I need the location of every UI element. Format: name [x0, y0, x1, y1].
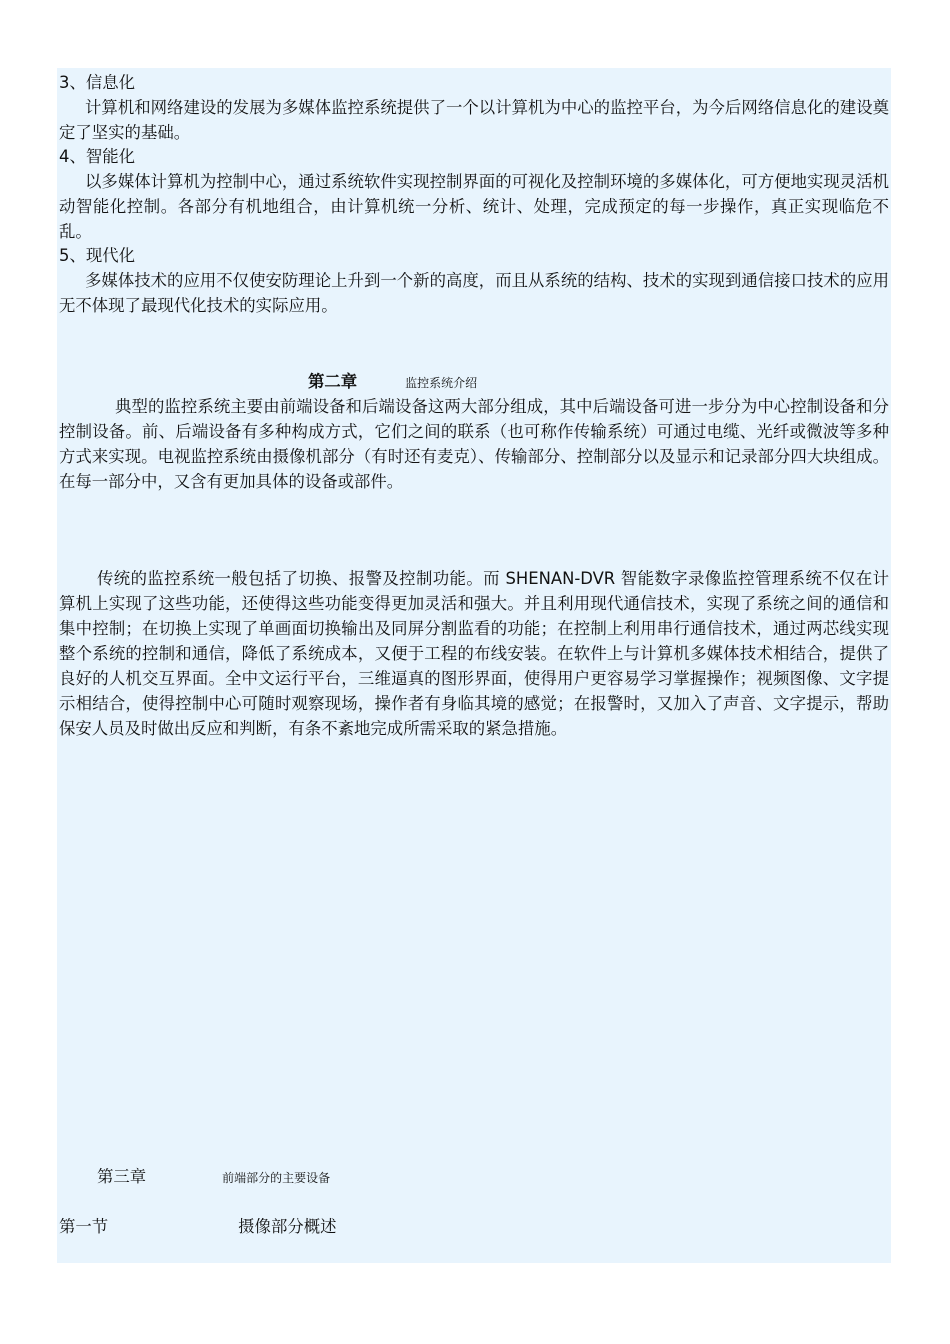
- heading-title: 信息化: [85, 73, 135, 92]
- heading-title: 现代化: [85, 246, 135, 265]
- section-1-heading: [59, 1216, 337, 1238]
- paragraph-informatization: 计算机和网络建设的发展为多媒体监控系统提供了一个以计算机为中心的监控平台，为今后网络信息化的建设奠定了坚实的基础。: [59, 98, 889, 142]
- chapter-2-paragraph-2: [59, 566, 889, 741]
- heading-separator: 、: [69, 73, 86, 92]
- heading-separator: 、: [69, 246, 86, 265]
- chapter-2-title: 第二章: [308, 372, 358, 391]
- heading-title: 智能化: [85, 147, 135, 166]
- product-name: SHENAN-DVR: [505, 569, 616, 588]
- heading-intelligence: [59, 144, 135, 169]
- heading-separator: 、: [69, 147, 86, 166]
- chapter-2-paragraph-1: 典型的监控系统主要由前端设备和后端设备这两大部分组成，其中后端设备可进一步分为中心控制设备和分控制设备。前、后端设备有多种构成方式，它们之间的联系（也可称作传输系统）可通过电缆、光纤或微波等多种方式来实现。电视监控系统由摄像机部分（有时还有麦克）、传输部分、控制部分以及显示和记录部分四大块组成。在每一部分中，又含有更加具体的设备或部件。: [59, 397, 889, 491]
- chapter-2-subtitle: 监控系统介绍: [405, 376, 478, 390]
- heading-number: 4: [59, 147, 70, 166]
- chapter-3-title: 第三章: [97, 1167, 147, 1186]
- paragraph-text-start: 传统的监控系统一般包括了切换、报警及控制功能。而: [97, 569, 506, 588]
- paragraph-text-rest: 智能数字录像监控管理系统不仅在计算机上实现了这些功能，还使得这些功能变得更加灵活和强大。并且利用现代通信技术，实现了系统之间的通信和集中控制；在切换上实现了单画面切换输出及同屏分割监看的功能；在控制上利用串行通信技术，通过两芯线实现整个系统的控制和通信，降低了系统成本，又便于工程的布线安装。在软件上与计算机多媒体技术相结合，提供了良好的人机交互界面。全中文运行平台，三维逼真的图形界面，使得用户更容易学习掌握操作；视频图像、文字提示相结合，使得控制中心可随时观察现场，操作者有身临其境的感觉；在报警时，又加入了声音、文字提示，帮助保安人员及时做出反应和判断，有条不紊地完成所需采取的紧急措施。: [59, 569, 889, 738]
- paragraph-intelligence: 以多媒体计算机为控制中心，通过系统软件实现控制界面的可视化及控制环境的多媒体化，可方便地实现灵活机动智能化控制。各部分有机地组合，由计算机统一分析、统计、处理，完成预定的每一步操作，真正实现临危不乱。: [59, 172, 889, 241]
- section-1-subtitle: 摄像部分概述: [238, 1217, 337, 1236]
- chapter-3-subtitle: 前端部分的主要设备: [222, 1171, 331, 1185]
- heading-number: 3: [59, 73, 70, 92]
- heading-modernization: [59, 243, 135, 268]
- section-1-title: 第一节: [59, 1217, 109, 1236]
- paragraph-modernization: 多媒体技术的应用不仅使安防理论上升到一个新的高度，而且从系统的结构、技术的实现到通信接口技术的应用无不体现了最现代化技术的实际应用。: [59, 271, 889, 315]
- heading-informatization: [59, 70, 135, 95]
- chapter-3-heading: [97, 1166, 330, 1189]
- heading-number: 5: [59, 246, 70, 265]
- chapter-2-heading: [308, 371, 477, 394]
